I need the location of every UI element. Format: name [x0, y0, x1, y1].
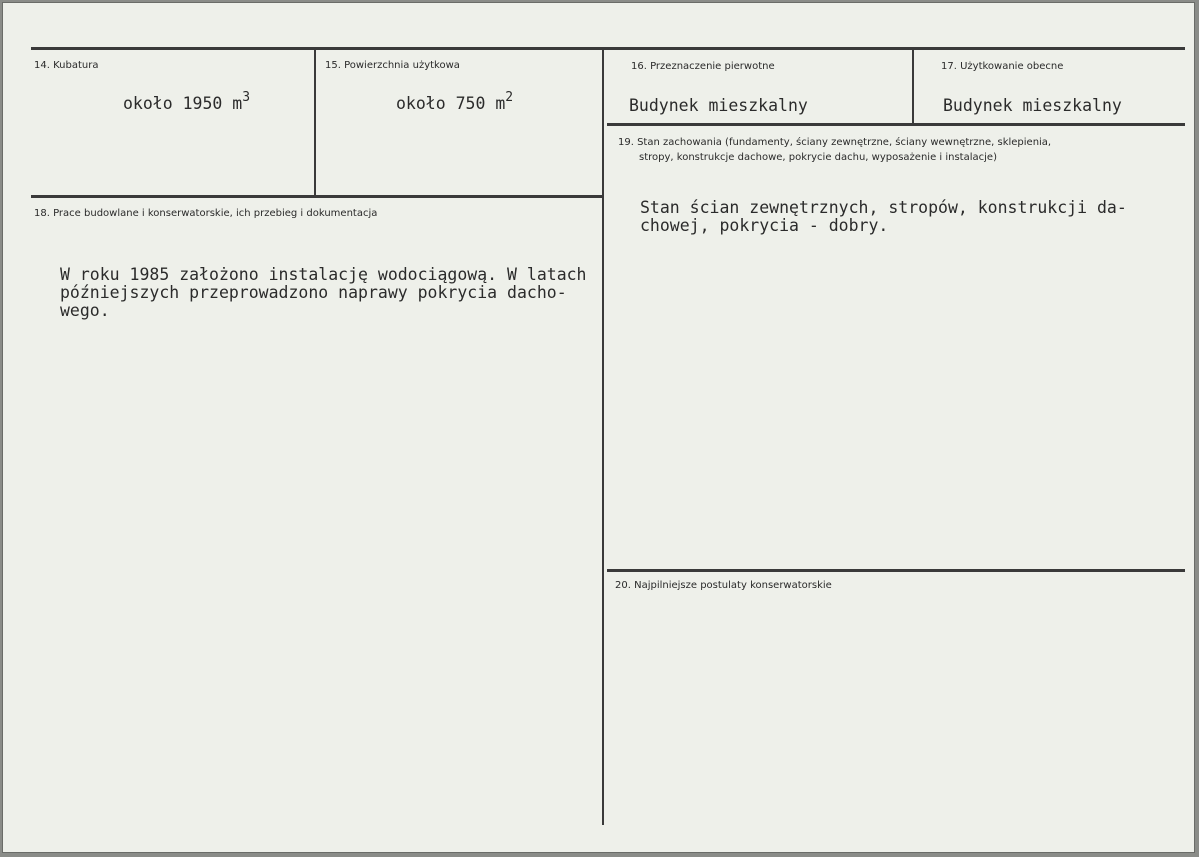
divider-16-17 [912, 49, 914, 125]
rule-under-14-15 [31, 195, 603, 198]
field-18-line-2: późniejszych przeprowadzono naprawy pokrycia dacho- [60, 283, 567, 302]
field-16-value: Budynek mieszkalny [629, 96, 808, 115]
field-14-label: 14. Kubatura [34, 60, 99, 71]
top-rule [31, 47, 1185, 50]
field-17-value: Budynek mieszkalny [943, 96, 1122, 115]
field-20-label: 20. Najpilniejsze postulaty konserwatorskie [615, 580, 832, 591]
field-19-label-line-1: 19. Stan zachowania (fundamenty, ściany zewnętrzne, ściany wewnętrzne, sklepienia, [618, 137, 1052, 148]
usable-area-unit-exponent: 2 [505, 90, 514, 105]
field-18-line-1: W roku 1985 założono instalację wodociągową. W latach [60, 265, 587, 284]
field-17-label: 17. Użytkowanie obecne [941, 61, 1064, 72]
rule-above-20 [607, 569, 1185, 572]
divider-14-15 [314, 49, 316, 197]
cubature-value: około 1950 m [123, 94, 243, 113]
field-18-label: 18. Prace budowlane i konserwatorskie, ich przebieg i dokumentacja [34, 208, 378, 219]
field-19-label-line-2: stropy, konstrukcje dachowe, pokrycie dachu, wyposażenie i instalacje) [639, 152, 997, 163]
rule-under-16-17 [607, 123, 1185, 126]
field-15-label: 15. Powierzchnia użytkowa [325, 60, 460, 71]
cubature-unit-exponent: 3 [242, 90, 251, 105]
field-19-line-1: Stan ścian zewnętrznych, stropów, konstrukcji da- [640, 198, 1127, 217]
center-divider [602, 49, 604, 825]
field-19-line-2: chowej, pokrycia - dobry. [640, 216, 889, 235]
field-14-value [123, 90, 251, 113]
field-16-label: 16. Przeznaczenie pierwotne [631, 61, 775, 72]
field-15-value [396, 90, 514, 113]
record-card [2, 2, 1195, 853]
usable-area-value: około 750 m [396, 94, 506, 113]
field-18-line-3: wego. [60, 301, 110, 320]
